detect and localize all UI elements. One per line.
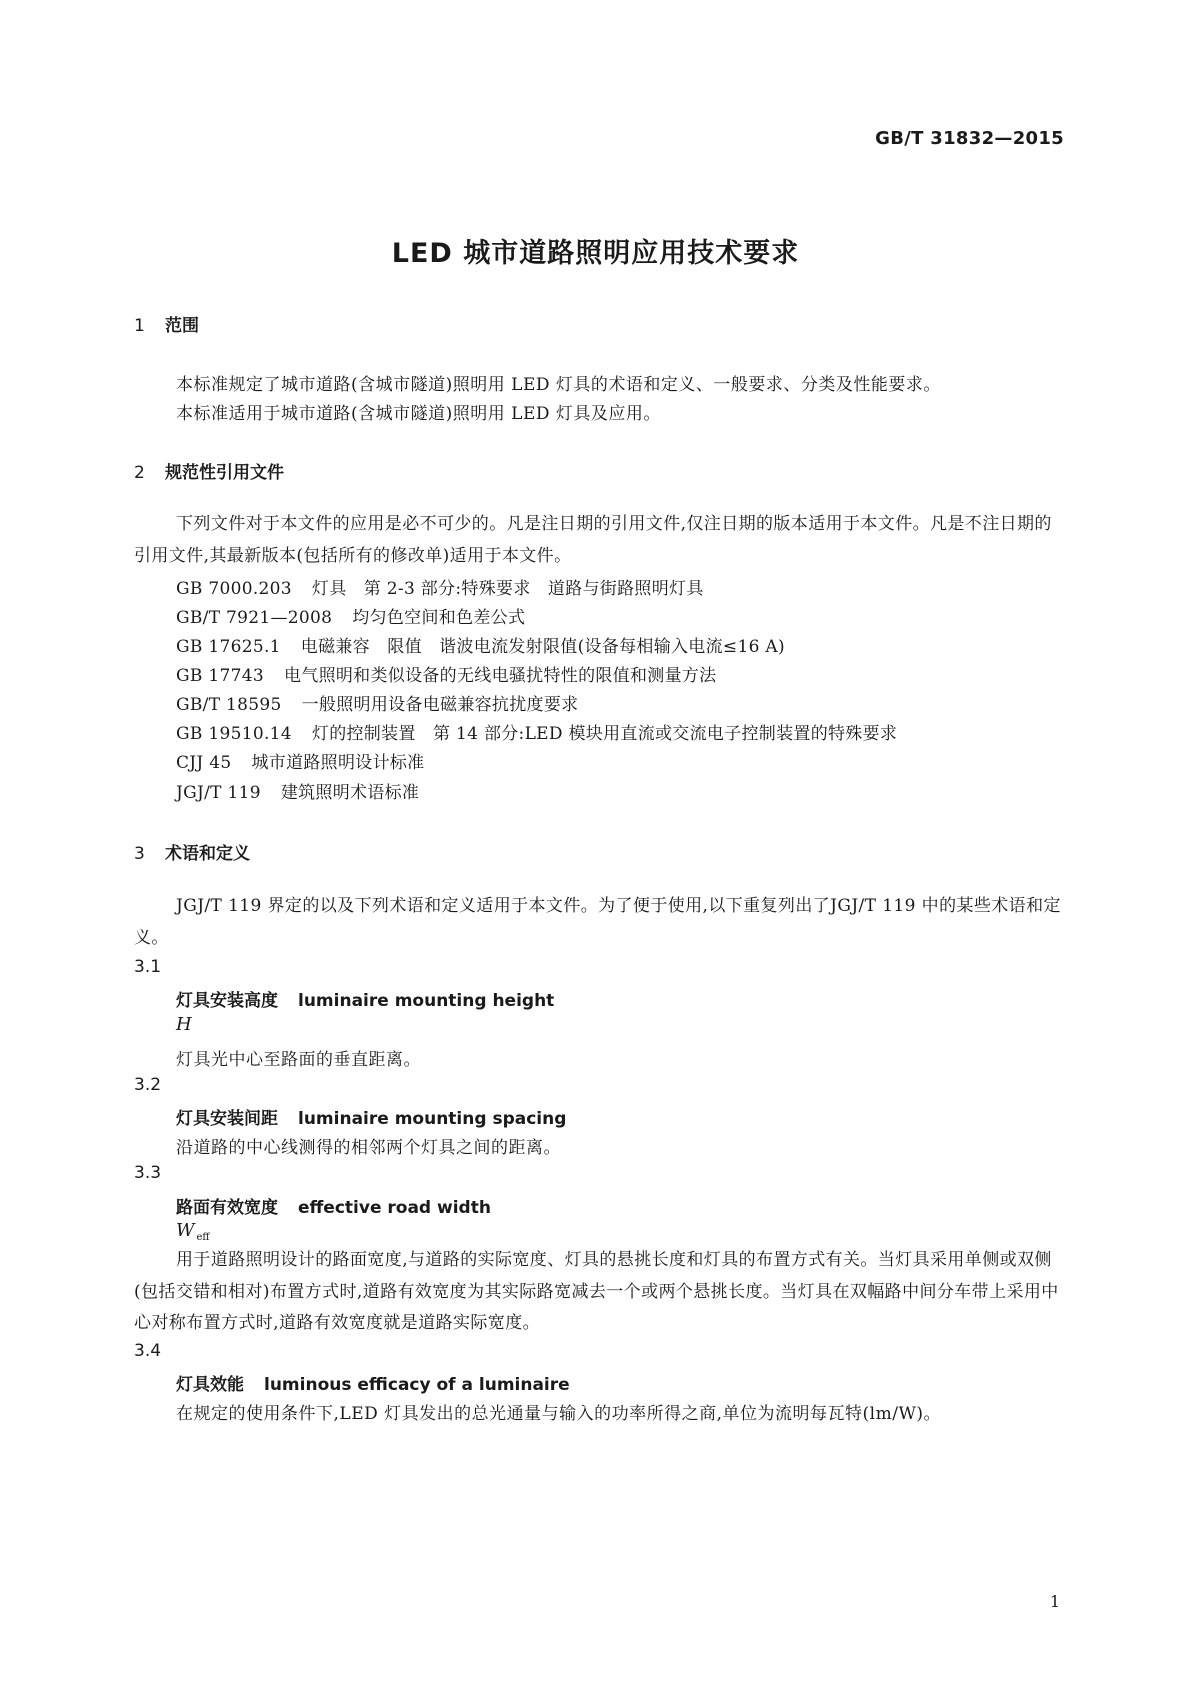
reference-code: GB 19510.14	[176, 724, 292, 744]
term-definition: 在规定的使用条件下,LED 灯具发出的总光通量与输入的功率所得之商,单位为流明每瓦特(lm/W)。	[176, 1404, 942, 1424]
term-symbol-letter: W	[176, 1220, 195, 1241]
reference-title: 均匀色空间和色差公式	[352, 608, 526, 628]
term-english: effective road width	[298, 1198, 491, 1218]
reference-code: GB 17625.1	[176, 637, 281, 657]
reference-code: GB 7000.203	[176, 579, 292, 599]
reference-item	[176, 748, 424, 773]
reference-item	[176, 690, 578, 715]
term-symbol	[176, 1014, 192, 1035]
term-number: 3.1	[134, 957, 162, 977]
reference-code: GB 17743	[176, 666, 264, 686]
term-symbol	[176, 1220, 210, 1243]
page-number: 1	[1049, 1592, 1060, 1611]
term-heading	[176, 986, 554, 1011]
normative-intro-paragraph: 下列文件对于本文件的应用是必不可少的。凡是注日期的引用文件,仅注日期的版本适用于本文件。凡是不注日期的引用文件,其最新版本(包括所有的修改单)适用于本文件。	[134, 514, 1052, 566]
term-heading	[176, 1104, 566, 1129]
section-heading-normative-references	[134, 458, 284, 483]
section-title: 范围	[165, 316, 199, 336]
term-definition: 沿道路的中心线测得的相邻两个灯具之间的距离。	[176, 1138, 561, 1158]
section-title: 规范性引用文件	[165, 463, 284, 483]
reference-item	[176, 603, 525, 628]
term-number: 3.4	[134, 1341, 162, 1361]
term-chinese: 灯具效能	[176, 1375, 244, 1395]
term-definition: 灯具光中心至路面的垂直距离。	[176, 1050, 421, 1070]
term-english: luminous efficacy of a luminaire	[264, 1375, 570, 1395]
section-number: 2	[134, 463, 145, 483]
reference-title: 一般照明用设备电磁兼容抗扰度要求	[301, 695, 579, 715]
term-english: luminaire mounting height	[298, 991, 555, 1011]
reference-item	[176, 661, 716, 686]
reference-title: 电气照明和类似设备的无线电骚扰特性的限值和测量方法	[283, 666, 717, 686]
terms-intro-paragraph: JGJ/T 119 界定的以及下列术语和定义适用于本文件。为了便于使用,以下重复列出了JGJ/T 119 中的某些术语和定义。	[134, 896, 1061, 948]
reference-title: 电磁兼容 限值 谐波电流发射限值(设备每相输入电流≤16 A)	[300, 637, 785, 657]
reference-title: 灯具 第 2-3 部分:特殊要求 道路与街路照明灯具	[311, 579, 704, 599]
reference-code: CJJ 45	[176, 753, 232, 773]
term-heading	[176, 1193, 491, 1218]
term-heading	[176, 1370, 570, 1395]
term-definition: 用于道路照明设计的路面宽度,与道路的实际宽度、灯具的悬挑长度和灯具的布置方式有关。当灯具采用单侧或双侧(包括交错和相对)布置方式时,道路有效宽度为其实际路宽减去一个或两个悬挑长度。当灯具在双幅路中间分车带上采用中心对称布置方式时,道路有效宽度就是道路实际宽度。	[134, 1250, 1059, 1333]
section-heading-terms-and-definitions	[134, 839, 250, 864]
term-chinese: 灯具安装高度	[176, 991, 278, 1011]
section-number: 3	[134, 844, 145, 864]
document-title: LED 城市道路照明应用技术要求	[391, 238, 800, 269]
reference-item	[176, 574, 704, 599]
reference-title: 建筑照明术语标准	[280, 783, 420, 803]
scope-paragraph: 本标准规定了城市道路(含城市隧道)照明用 LED 灯具的术语和定义、一般要求、分类及性能要求。	[176, 375, 941, 395]
reference-code: GB/T 18595	[176, 695, 282, 715]
section-number: 1	[134, 316, 145, 336]
scope-paragraph: 本标准适用于城市道路(含城市隧道)照明用 LED 灯具及应用。	[176, 404, 661, 424]
term-symbol-subscript: eff	[196, 1232, 210, 1243]
standard-number: GB/T 31832—2015	[875, 128, 1064, 149]
term-english: luminaire mounting spacing	[298, 1109, 567, 1129]
reference-item	[176, 632, 785, 657]
section-title: 术语和定义	[165, 844, 250, 864]
term-symbol-letter: H	[176, 1014, 192, 1035]
reference-code: GB/T 7921—2008	[176, 608, 333, 628]
reference-title: 城市道路照明设计标准	[251, 753, 425, 773]
term-number: 3.2	[134, 1075, 162, 1095]
reference-title: 灯的控制装置 第 14 部分:LED 模块用直流或交流电子控制装置的特殊要求	[311, 724, 898, 744]
reference-item	[176, 778, 419, 803]
term-chinese: 路面有效宽度	[176, 1198, 278, 1218]
reference-item	[176, 719, 897, 744]
term-number: 3.3	[134, 1163, 162, 1183]
section-heading-scope	[134, 311, 199, 336]
reference-code: JGJ/T 119	[176, 783, 261, 803]
term-chinese: 灯具安装间距	[176, 1109, 278, 1129]
